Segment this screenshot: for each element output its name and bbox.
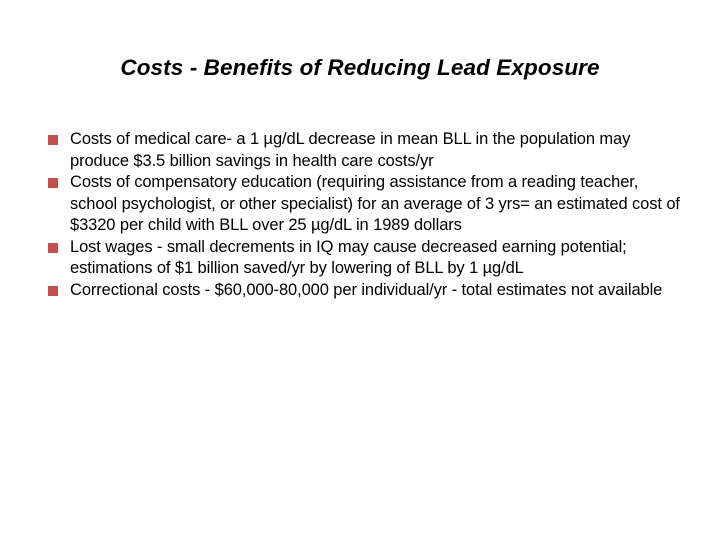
bullet-item-medical-care — [48, 129, 688, 172]
bullet-text: Costs of medical care- a 1 µg/dL decrease in mean BLL in the population may produce $3.5 billion savings in health care costs/yr — [70, 130, 631, 170]
bullet-item-correctional-costs — [48, 280, 688, 302]
slide-title: Costs - Benefits of Reducing Lead Exposure — [120, 55, 600, 80]
bullet-item-compensatory-education — [48, 172, 688, 237]
bullet-list — [48, 129, 688, 301]
bullet-text: Correctional costs - $60,000-80,000 per individual/yr - total estimates not available — [70, 280, 663, 299]
square-bullet-icon — [48, 135, 58, 145]
square-bullet-icon — [48, 286, 58, 296]
bullet-text: Costs of compensatory education (requiring assistance from a reading teacher, school psychologist, or other specialist) for an average of 3 yrs= an estimated cost of $3320 per child with BLL over 25 µg/dL in 1989 dollars — [70, 173, 680, 234]
bullet-item-lost-wages — [48, 237, 688, 280]
square-bullet-icon — [48, 178, 58, 188]
square-bullet-icon — [48, 243, 58, 253]
bullet-text: Lost wages - small decrements in IQ may cause decreased earning potential; estimations of $1 billion saved/yr by lowering of BLL by 1 µg/dL — [70, 237, 627, 277]
